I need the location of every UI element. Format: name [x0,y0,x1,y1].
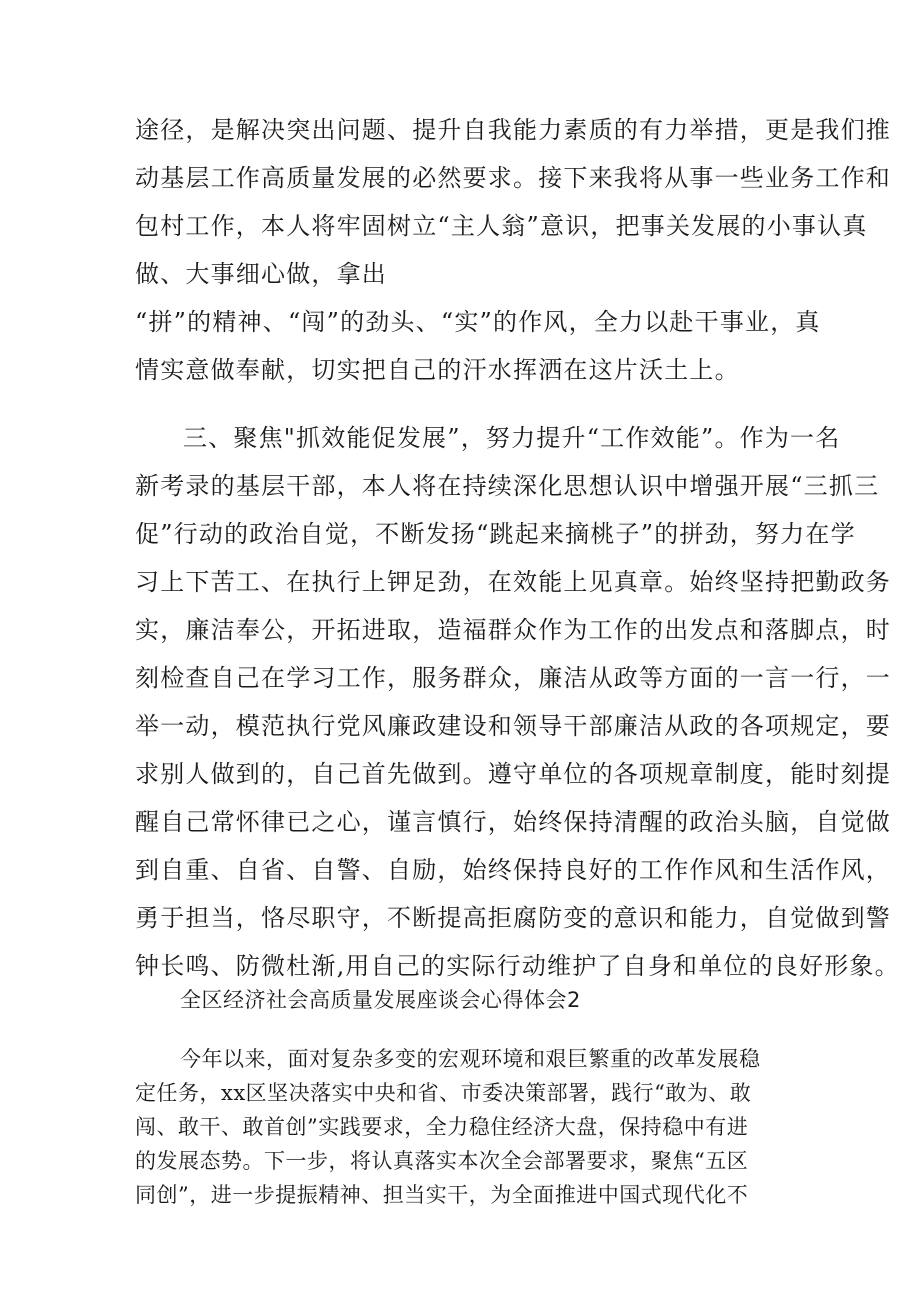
text-line: 动基层工作高质量发展的必然要求。接下来我将从事一些业务工作和 [135,164,891,192]
text-line: 三、聚焦"抓效能促发展”，努力提升“工作效能”。作为一名 [183,424,841,452]
text-line: 的发展态势。下一步，将认真落实本次全会部署要求，聚焦“五区 [135,1149,749,1173]
text-line: “拼”的精神、“闯”的劲头、“实”的作风，全力以赴干事业，真 [135,308,821,336]
text-line: 促”行动的政治自觉，不断发扬“跳起来摘桃子”的拼劲，努力在学 [135,520,856,548]
text-line: 途径，是解决突出问题、提升自我能力素质的有力举措，更是我们推 [135,116,891,144]
text-line: 醒自己常怀律已之心，谨言慎行，始终保持清醒的政治头脑，自觉做 [135,808,891,836]
text-line: 求别人做到的，自己首先做到。遵守单位的各项规章制度，能时刻提 [135,760,891,788]
section-title: 全区经济社会高质量发展座谈会心得体会2 [180,988,581,1012]
text-line: 举一动，模范执行党风廉政建设和领导干部廉洁从政的各项规定，要 [135,712,891,740]
text-line: 今年以来，面对复杂多变的宏观环境和艰巨繁重的改革发展稳 [180,1047,761,1071]
text-line: 做、大事细心做，拿出 [135,260,387,288]
text-line: 情实意做奉献，切实把自己的汗水挥洒在这片沃土上。 [135,356,740,384]
text-line: 刻检查自己在学习工作，服务群众，廉洁从政等方面的一言一行，一 [135,664,891,692]
text-line: 定任务，xx区坚决落实中央和省、市委决策部署，践行“敢为、敢 [135,1081,752,1105]
text-line: 勇于担当，恪尽职守，不断提高拒腐防变的意识和能力，自觉做到警 [135,904,891,932]
text-line: 到自重、自省、自警、自励，始终保持良好的工作作风和生活作风， [135,856,891,884]
text-line: 钟长鸣、防微杜渐,用自己的实际行动维护了自身和单位的良好形象。 [135,952,900,980]
text-line: 同创”，进一步提振精神、担当实干，为全面推进中国式现代化不 [135,1183,749,1207]
text-line: 新考录的基层干部，本人将在持续深化思想认识中增强开展“三抓三 [135,472,880,500]
text-line: 习上下苦工、在执行上钾足劲，在效能上见真章。始终坚持把勤政务 [135,568,891,596]
text-line: 闯、敢干、敢首创”实践要求，全力稳住经济大盘，保持稳中有进 [135,1115,749,1139]
text-line: 包村工作，本人将牢固树立“主人翁”意识，把事关发展的小事认真 [135,212,868,240]
text-line: 实，廉洁奉公，开拓进取，造福群众作为工作的出发点和落脚点，时 [135,616,891,644]
